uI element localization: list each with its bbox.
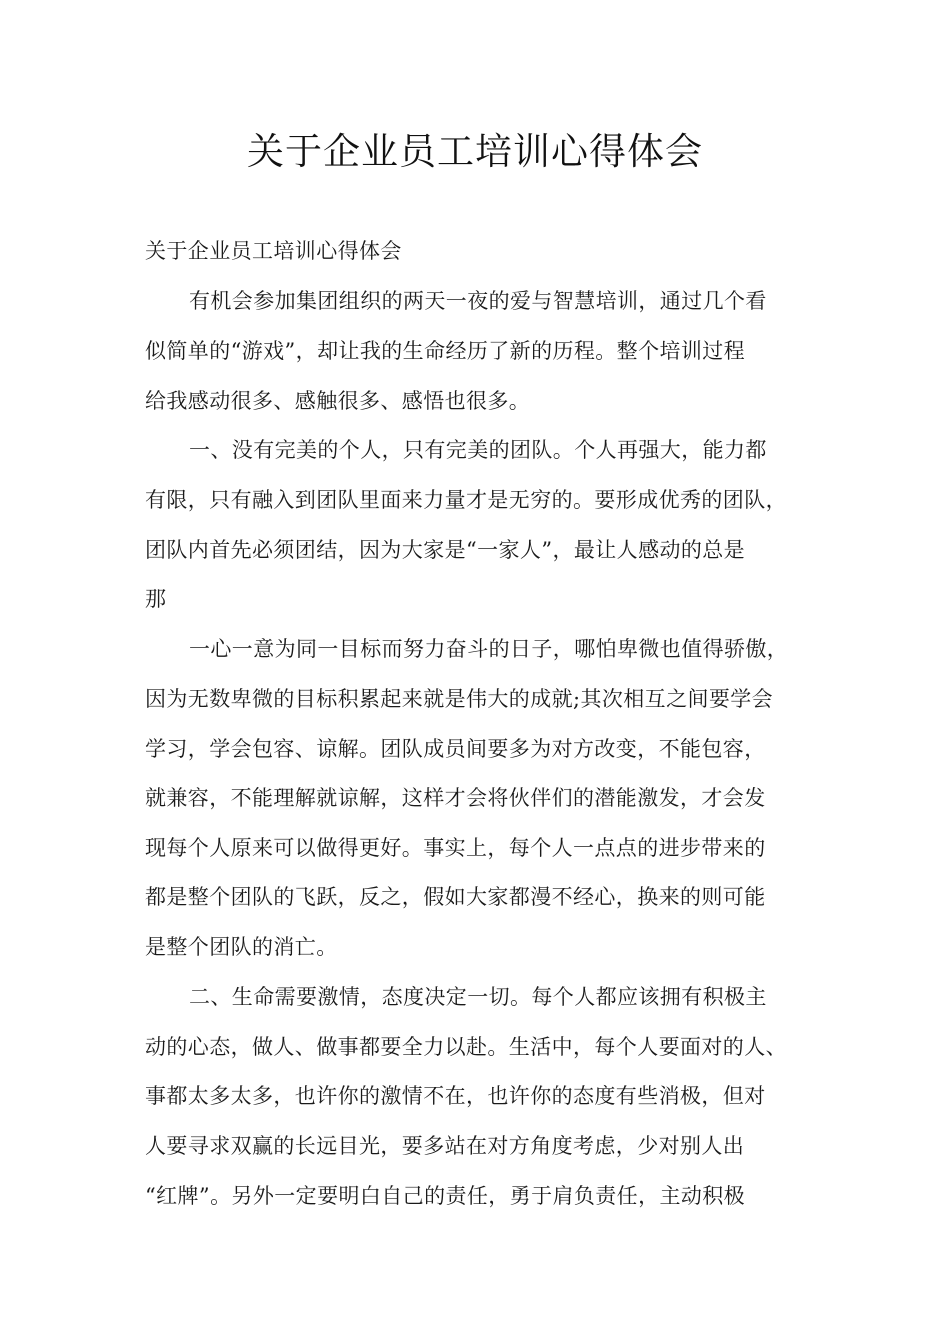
- text-line: 二、生命需要激情，态度决定一切。每个人都应该拥有积极主: [189, 985, 767, 1009]
- document-title: 关于企业员工培训心得体会: [247, 130, 703, 173]
- text-line: 就兼容，不能理解就谅解，这样才会将伙伴们的潜能激发，才会发: [145, 786, 766, 810]
- text-line: 因为无数卑微的目标积累起来就是伟大的成就;其次相互之间要学会: [145, 687, 774, 711]
- text-line: 一、没有完美的个人，只有完美的团队。个人再强大，能力都: [189, 438, 767, 462]
- subtitle-line: 关于企业员工培训心得体会: [145, 239, 402, 263]
- text-line: 人要寻求双赢的长远目光，要多站在对方角度考虑，少对别人出: [145, 1134, 745, 1158]
- text-line: 团队内首先必须团结，因为大家是“一家人”，最让人感动的总是: [145, 538, 746, 562]
- text-line: 动的心态，做人、做事都要全力以赴。生活中，每个人要面对的人、: [145, 1035, 787, 1059]
- text-line: 是整个团队的消亡。: [145, 935, 338, 959]
- text-line: 给我感动很多、感触很多、感悟也很多。: [145, 389, 531, 413]
- text-line: 似简单的“游戏”，却让我的生命经历了新的历程。整个培训过程: [145, 339, 746, 363]
- text-line: 那: [145, 587, 167, 611]
- text-line: 都是整个团队的飞跃，反之，假如大家都漫不经心，换来的则可能: [145, 885, 766, 909]
- text-line: “红牌”。另外一定要明白自己的责任，勇于肩负责任，主动积极: [145, 1184, 746, 1208]
- text-line: 现每个人原来可以做得更好。事实上，每个人一点点的进步带来的: [145, 836, 766, 860]
- text-line: 一心一意为同一目标而努力奋斗的日子，哪怕卑微也值得骄傲，: [189, 637, 789, 661]
- text-line: 有机会参加集团组织的两天一夜的爱与智慧培训，通过几个看: [189, 289, 767, 313]
- text-line: 学习，学会包容、谅解。团队成员间要多为对方改变，不能包容，: [145, 737, 766, 761]
- text-line: 事都太多太多，也许你的激情不在，也许你的态度有些消极，但对: [145, 1084, 766, 1108]
- text-line: 有限，只有融入到团队里面来力量才是无穷的。要形成优秀的团队，: [145, 488, 787, 512]
